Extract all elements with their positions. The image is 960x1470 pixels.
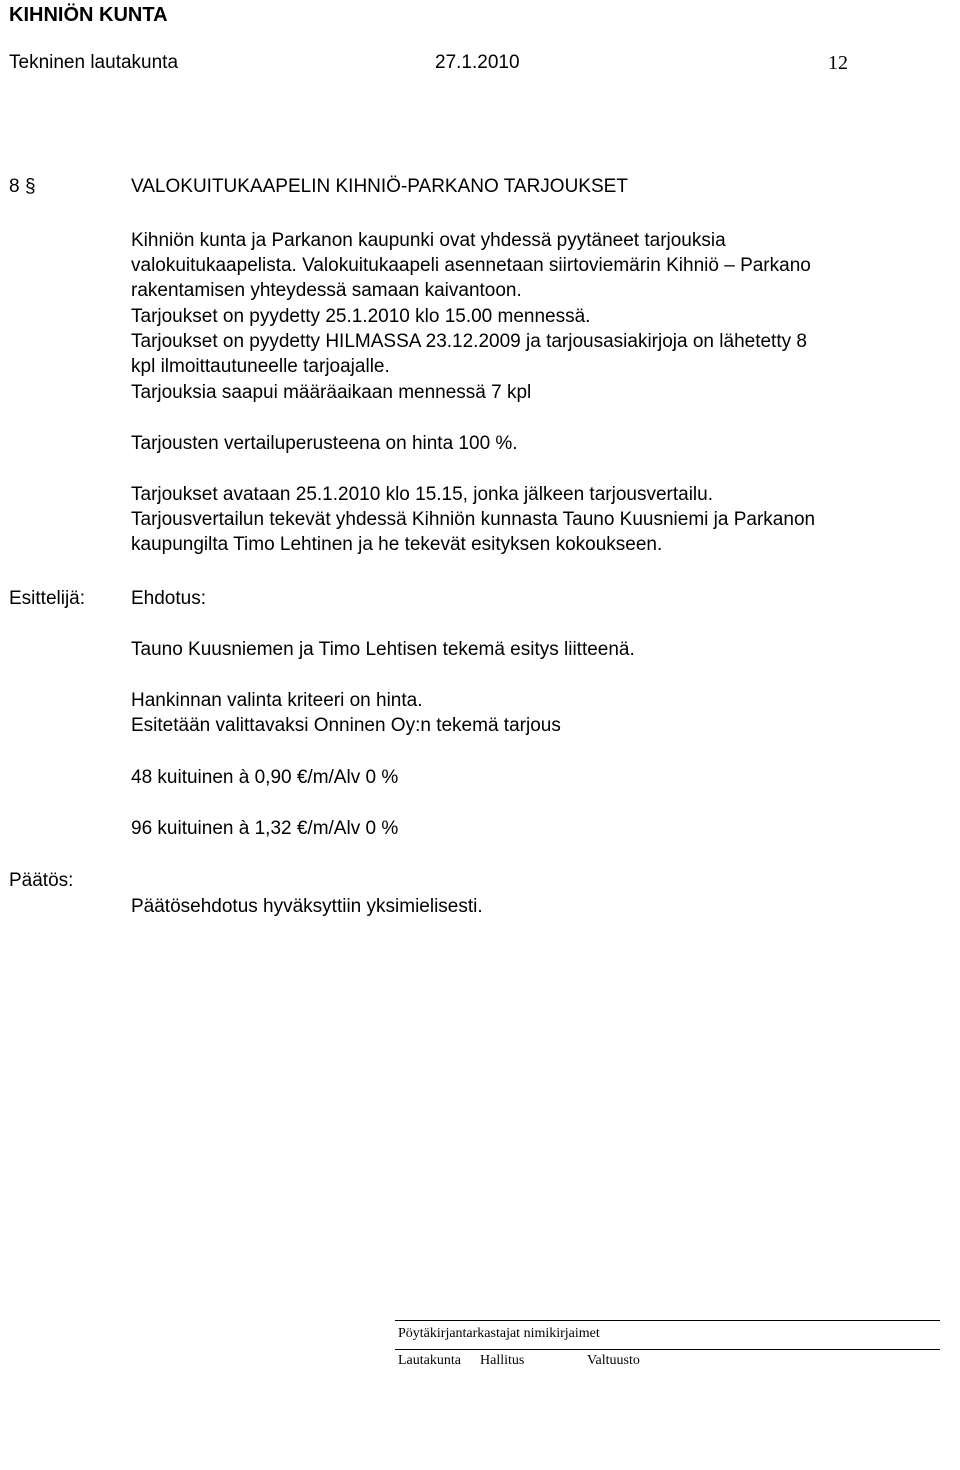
proposal-line: Tauno Kuusniemen ja Timo Lehtisen tekemä esitys liitteenä.: [131, 639, 635, 660]
footer-column-valtuusto: Valtuusto: [587, 1353, 640, 1368]
footer-column-lautakunta: Lautakunta: [398, 1353, 461, 1368]
decision-label: Päätös:: [9, 870, 74, 891]
body-line: valokuitukaapelista. Valokuitukaapeli asennetaan siirtoviemärin Kihniö – Parkano: [131, 255, 811, 276]
proposal-line: Hankinnan valinta kriteeri on hinta.: [131, 690, 423, 711]
footer-column-hallitus: Hallitus: [480, 1353, 525, 1368]
body-line: kpl ilmoittautuneelle tarjoajalle.: [131, 356, 390, 377]
presenter-label: Esittelijä:: [9, 588, 86, 609]
proposal-line: 96 kuituinen à 1,32 €/m/Alv 0 %: [131, 818, 399, 839]
body-line: kaupungilta Timo Lehtinen ja he tekevät esityksen kokoukseen.: [131, 534, 663, 555]
proposal-label: Ehdotus:: [131, 588, 206, 609]
body-line: Tarjousten vertailuperusteena on hinta 100 %.: [131, 433, 518, 454]
section-mark: §: [25, 176, 36, 197]
section-title: VALOKUITUKAAPELIN KIHNIÖ-PARKANO TARJOUKSET: [131, 176, 628, 197]
decision-text: Päätösehdotus hyväksyttiin yksimielisesti.: [131, 896, 483, 917]
footer-top-rule: [395, 1320, 940, 1321]
page-number: 12: [828, 52, 848, 74]
body-line: Tarjouksia saapui määräaikaan mennessä 7 kpl: [131, 382, 532, 403]
organization-name: KIHNIÖN KUNTA: [9, 4, 168, 26]
section-number: 8: [9, 176, 20, 197]
footer-title: Pöytäkirjantarkastajat nimikirjaimet: [398, 1326, 600, 1341]
body-line: rakentamisen yhteydessä samaan kaivantoon.: [131, 280, 522, 301]
body-line: Tarjousvertailun tekevät yhdessä Kihniön kunnasta Tauno Kuusniemi ja Parkanon: [131, 509, 816, 530]
body-line: Tarjoukset on pyydetty 25.1.2010 klo 15.00 mennessä.: [131, 306, 591, 327]
proposal-line: 48 kuituinen à 0,90 €/m/Alv 0 %: [131, 767, 399, 788]
meeting-date: 27.1.2010: [435, 52, 520, 73]
committee-name: Tekninen lautakunta: [9, 52, 179, 73]
body-line: Tarjoukset avataan 25.1.2010 klo 15.15, jonka jälkeen tarjousvertailu.: [131, 484, 713, 505]
footer-middle-rule: [395, 1349, 940, 1350]
proposal-line: Esitetään valittavaksi Onninen Oy:n tekemä tarjous: [131, 715, 561, 736]
body-line: Tarjoukset on pyydetty HILMASSA 23.12.2009 ja tarjousasiakirjoja on lähetetty 8: [131, 331, 807, 352]
body-line: Kihniön kunta ja Parkanon kaupunki ovat yhdessä pyytäneet tarjouksia: [131, 230, 726, 251]
